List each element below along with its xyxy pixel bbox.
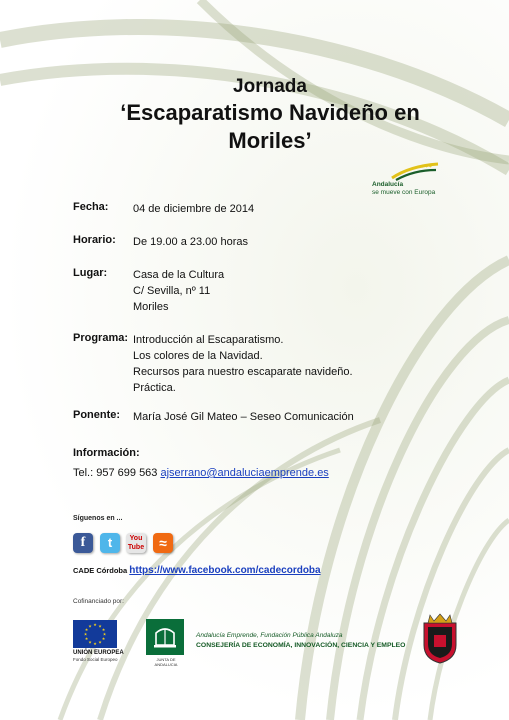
swoosh-icon <box>390 162 440 182</box>
programa-label: Programa: <box>73 332 129 344</box>
email-link[interactable]: ajserrano@andaluciaemprende.es <box>160 467 329 479</box>
lugar-line: Casa de la Cultura <box>133 269 225 281</box>
contact-line <box>73 467 329 479</box>
phone-number: 957 699 563 <box>96 467 158 479</box>
svg-text:★: ★ <box>84 636 89 641</box>
svg-text:★: ★ <box>101 636 106 641</box>
eu-name: UNIÓN EUROPEA <box>73 650 124 656</box>
eu-flag-icon <box>73 620 117 648</box>
rss-icon[interactable]: ≈ <box>153 533 173 553</box>
logo-line-1: Andalucía <box>372 181 404 188</box>
tel-label: Tel.: <box>73 467 94 479</box>
svg-text:★: ★ <box>83 631 88 637</box>
svg-text:★: ★ <box>88 623 92 629</box>
svg-text:★: ★ <box>93 622 97 627</box>
youtube-text-1: You <box>129 535 143 542</box>
lugar-label: Lugar: <box>73 267 108 279</box>
facebook-icon[interactable]: f <box>73 533 93 553</box>
programa-line: Introducción al Escaparatismo. <box>133 334 284 346</box>
title-line-2: ‘Escaparatismo Navideño en <box>120 100 420 125</box>
junta-andalucia-logo-icon <box>146 619 184 655</box>
event-title <box>60 75 480 155</box>
andalucia-emprende-text: Andalucía Emprende, Fundación Pública Andaluza <box>196 632 343 639</box>
ponente-label: Ponente: <box>73 409 121 421</box>
logo-line-2: se mueve con Europa <box>372 189 436 196</box>
informacion-heading: Información: <box>73 447 140 459</box>
ponente-value: María José Gil Mateo – Seseo Comunicación <box>133 411 354 423</box>
youtube-text-2: Tube <box>127 544 145 551</box>
svg-text:★: ★ <box>93 641 97 646</box>
title-line-1: Jornada <box>233 76 307 97</box>
junta-label: JUNTA DE ANDALUCIA <box>154 657 178 667</box>
svg-text:★: ★ <box>98 623 102 629</box>
programa-line: Recursos para nuestro escaparate navideño. <box>133 366 353 378</box>
cade-line <box>73 565 321 576</box>
programa-line: Los colores de la Navidad. <box>133 350 263 362</box>
svg-text:★: ★ <box>88 639 92 645</box>
lugar-line: Moriles <box>133 301 169 313</box>
fecha-label: Fecha: <box>73 201 109 213</box>
moriles-coat-of-arms-icon <box>418 611 462 665</box>
title-line-3: Moriles’ <box>228 128 312 153</box>
follow-us-label: Síguenos en ... <box>73 515 123 522</box>
horario-label: Horario: <box>73 234 116 246</box>
lugar-value <box>133 267 224 315</box>
lugar-line: C/ Sevilla, nº 11 <box>133 285 211 297</box>
svg-text:★: ★ <box>98 639 102 645</box>
svg-text:★: ★ <box>101 627 106 632</box>
horario-value: De 19.00 a 23.00 horas <box>133 236 248 248</box>
andalucia-europa-logo <box>368 162 448 198</box>
twitter-icon[interactable]: t <box>100 533 120 553</box>
svg-text:★: ★ <box>102 631 107 637</box>
svg-text:★: ★ <box>84 627 89 632</box>
svg-text:✶✶✶: ✶✶✶ <box>420 164 433 170</box>
cade-label: CADE Córdoba <box>73 566 128 575</box>
eu-fund: Fondo Social Europeo <box>73 657 118 662</box>
programa-value <box>133 332 353 396</box>
youtube-icon[interactable] <box>126 533 146 553</box>
facebook-link[interactable]: https://www.facebook.com/cadecordoba <box>129 565 321 576</box>
cofinanciado-label: Cofinanciado por: <box>73 598 124 605</box>
fecha-value: 04 de diciembre de 2014 <box>133 203 255 215</box>
programa-line: Práctica. <box>133 382 176 394</box>
consejeria-text: CONSEJERÍA DE ECONOMÍA, INNOVACIÓN, CIENCIA Y EMPLEO <box>196 642 406 649</box>
